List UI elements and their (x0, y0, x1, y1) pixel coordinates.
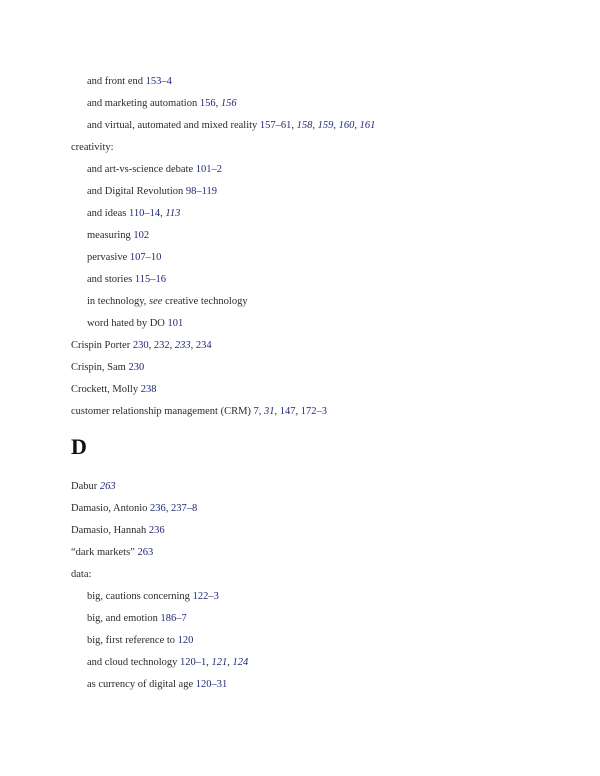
page-reference-link[interactable]: 232 (153, 340, 170, 351)
page-reference-link[interactable]: 237–8 (171, 503, 198, 514)
index-subentry (87, 163, 222, 177)
index-entry (71, 383, 156, 397)
index-entry (71, 546, 153, 560)
entry-text: and art-vs-science debate (87, 164, 196, 175)
page-reference-link[interactable]: 156 (199, 98, 216, 109)
page-reference-link[interactable]: 120–31 (195, 679, 228, 690)
entry-text: Crispin Porter (71, 340, 133, 351)
page-reference-link[interactable]: 115–16 (134, 274, 166, 285)
page-reference-link[interactable]: 236 (150, 503, 166, 514)
index-subentry (87, 185, 217, 199)
entry-text: , (215, 98, 221, 109)
page-reference-link[interactable]: 102 (133, 230, 150, 241)
entry-text: measuring (87, 230, 134, 241)
page-reference-link[interactable]: 110–14 (129, 208, 161, 219)
entry-text: big, cautions concerning (87, 591, 193, 602)
index-entry (71, 502, 197, 516)
page-reference-link[interactable]: 233 (174, 340, 191, 351)
entry-text: and ideas (87, 208, 129, 219)
entry-text: , (165, 503, 172, 514)
entry-text: Crockett, Molly (71, 384, 141, 395)
entry-text: Damasio, Antonio (71, 503, 151, 514)
page-reference-link[interactable]: 161 (359, 120, 376, 131)
page-reference-link[interactable]: 147 (279, 406, 296, 417)
page-reference-link[interactable]: 98–119 (185, 186, 217, 197)
page-reference-link[interactable]: 230 (128, 362, 145, 373)
index-subentry (87, 295, 248, 309)
entry-text: , (274, 406, 280, 417)
index-subentry (87, 251, 161, 265)
index-subentry (87, 656, 248, 670)
entry-text: , (190, 340, 196, 351)
entry-text: creative technology (162, 296, 248, 307)
page-reference-link[interactable]: 156 (220, 98, 237, 109)
page-reference-link[interactable]: 236 (148, 525, 165, 536)
index-subentry (87, 634, 193, 648)
index-subentry (87, 229, 149, 243)
entry-text: and marketing automation (87, 98, 200, 109)
page-reference-link[interactable]: 113 (165, 208, 181, 219)
entry-text: and virtual, automated and mixed reality (87, 120, 260, 131)
entry-text: , (354, 120, 360, 131)
index-entry (71, 361, 144, 375)
entry-text: as currency of digital age (87, 679, 196, 690)
index-subentry (87, 207, 180, 221)
index-entry (71, 405, 327, 419)
entry-text: and front end (87, 76, 146, 87)
entry-text: , (227, 657, 233, 668)
entry-text: Dabur (71, 481, 100, 492)
index-subentry (87, 612, 187, 626)
page-reference-link[interactable]: 107–10 (129, 252, 162, 263)
entry-text: , (295, 406, 301, 417)
index-subentry (87, 317, 183, 331)
page-reference-link[interactable]: 159 (317, 120, 334, 131)
entry-text: , (148, 340, 154, 351)
page-reference-link[interactable]: 157–61 (259, 120, 292, 131)
page-reference-link[interactable]: 263 (137, 547, 154, 558)
page-reference-link[interactable]: 120 (177, 635, 194, 646)
section-letter: D (71, 434, 87, 459)
see-reference: see (149, 296, 163, 307)
entry-text: big, and emotion (87, 613, 161, 624)
index-entry (71, 524, 165, 538)
entry-text: , (160, 208, 166, 219)
index-subentry (87, 590, 219, 604)
page-reference-link[interactable]: 186–7 (160, 613, 187, 624)
page-reference-link[interactable]: 124 (232, 657, 249, 668)
index-subentry (87, 678, 227, 692)
entry-text: pervasive (87, 252, 130, 263)
page-reference-link[interactable]: 230 (132, 340, 149, 351)
page-reference-link[interactable]: 234 (195, 340, 212, 351)
page-reference-link[interactable]: 120–1 (180, 657, 207, 668)
page-reference-link[interactable]: 158 (296, 120, 313, 131)
entry-text: and Digital Revolution (87, 186, 186, 197)
entry-text: and stories (87, 274, 135, 285)
entry-text: Damasio, Hannah (71, 525, 149, 536)
index-entry (71, 568, 91, 582)
page-reference-link[interactable]: 121 (211, 657, 228, 668)
page-reference-link[interactable]: 263 (99, 481, 116, 492)
index-subentry (87, 97, 237, 111)
entry-text: and cloud technology (87, 657, 181, 668)
page-reference-link[interactable]: 7 (253, 406, 259, 417)
entry-text: creativity: (71, 142, 114, 153)
entry-text: customer relationship management (CRM) (71, 406, 254, 417)
entry-text: big, first reference to (87, 635, 178, 646)
entry-text: data: (71, 569, 92, 580)
entry-text: Crispin, Sam (71, 362, 129, 373)
index-entry (71, 480, 116, 494)
page-reference-link[interactable]: 238 (140, 384, 157, 395)
page-reference-link[interactable]: 31 (264, 406, 275, 417)
entry-text: word hated by DO (87, 318, 168, 329)
page-reference-link[interactable]: 153–4 (145, 76, 172, 87)
entry-text: in technology, (87, 296, 150, 307)
index-subentry (87, 273, 166, 287)
entry-text: , (258, 406, 265, 417)
entry-text: , (169, 340, 175, 351)
page-reference-link[interactable]: 101 (167, 318, 184, 329)
page-reference-link[interactable]: 122–3 (192, 591, 219, 602)
entry-text: , (291, 120, 297, 131)
index-subentry (87, 75, 172, 89)
index-entry (71, 339, 212, 353)
entry-text: , (333, 120, 339, 131)
index-entry (71, 141, 114, 155)
page-reference-link[interactable]: 101–2 (195, 164, 222, 175)
page-reference-link[interactable]: 172–3 (300, 406, 328, 417)
index-subentry (87, 119, 375, 133)
entry-text: “dark markets” (71, 547, 138, 558)
entry-text: , (206, 657, 212, 668)
entry-text: , (312, 120, 318, 131)
page-reference-link[interactable]: 160 (338, 120, 355, 131)
